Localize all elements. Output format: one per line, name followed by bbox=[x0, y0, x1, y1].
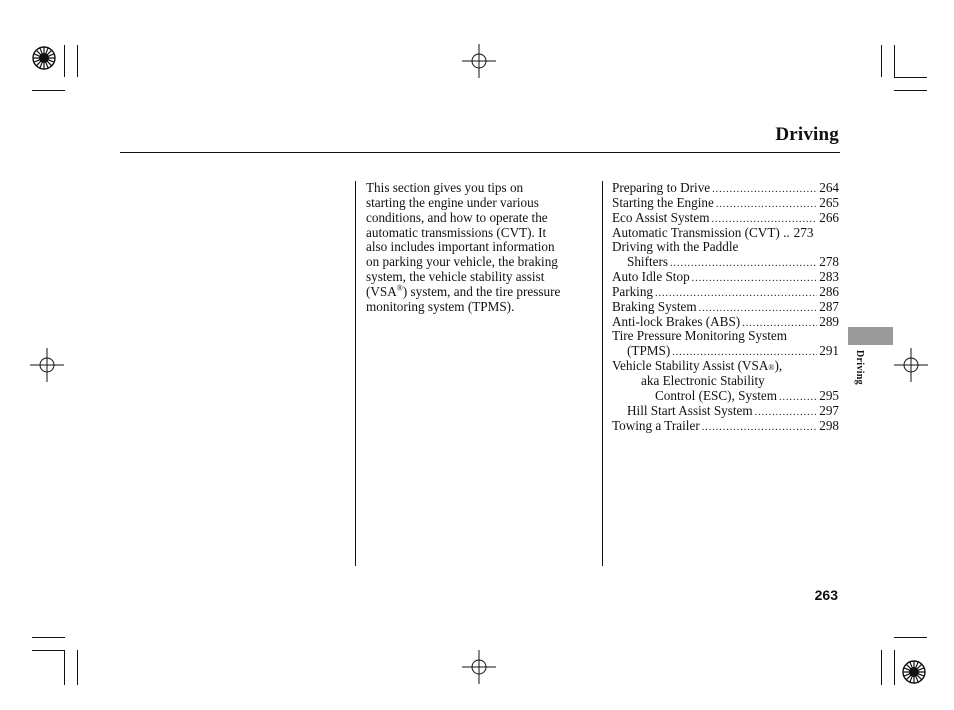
registration-crosshair-icon bbox=[462, 44, 496, 78]
registration-crosshair-icon bbox=[894, 348, 928, 382]
crop-mark bbox=[881, 45, 882, 77]
page-number: 263 bbox=[814, 587, 838, 603]
crop-mark bbox=[77, 650, 78, 685]
toc-item[interactable]: Shifters ..... 278 bbox=[612, 255, 839, 270]
title-rule bbox=[120, 152, 840, 153]
section-side-tab bbox=[848, 327, 893, 345]
crop-mark bbox=[77, 45, 78, 77]
crop-mark bbox=[64, 45, 65, 77]
crop-mark bbox=[894, 77, 927, 78]
crop-mark bbox=[894, 90, 927, 91]
intro-paragraph: This section gives you tips on starting the engine under various conditions, and how to operate the automatic transmissions (CVT). It also includes important information on parking your vehicle, the braking system, the vehicle stability assist (VSA®) system, and the tire pressure monitoring system (TPMS). bbox=[366, 180, 561, 314]
registration-starburst-icon bbox=[901, 659, 927, 685]
crop-mark bbox=[894, 650, 895, 685]
toc-item[interactable]: Starting the Engine ..... 265 bbox=[612, 196, 839, 211]
crop-mark bbox=[881, 650, 882, 685]
crop-mark bbox=[64, 650, 65, 685]
toc-item[interactable]: Auto Idle Stop ..... 283 bbox=[612, 270, 839, 285]
section-title: Driving bbox=[775, 124, 839, 145]
registration-crosshair-icon bbox=[30, 348, 64, 382]
toc-item[interactable]: Braking System ..... 287 bbox=[612, 300, 839, 315]
crop-mark bbox=[32, 650, 65, 651]
toc-item[interactable]: Eco Assist System ..... 266 bbox=[612, 211, 839, 226]
toc-item[interactable]: Driving with the Paddle bbox=[612, 239, 739, 255]
toc-item[interactable]: Tire Pressure Monitoring System bbox=[612, 328, 787, 344]
toc-item[interactable]: Control (ESC), System ..... 295 bbox=[612, 389, 839, 404]
toc-item[interactable]: aka Electronic Stability bbox=[641, 372, 765, 388]
registration-starburst-icon bbox=[31, 45, 57, 71]
toc-item[interactable]: Parking ..... 286 bbox=[612, 285, 839, 300]
crop-mark bbox=[32, 90, 65, 91]
toc-item[interactable]: Preparing to Drive ..... 264 bbox=[612, 181, 839, 196]
registered-mark: ® bbox=[396, 283, 403, 293]
crop-mark bbox=[894, 45, 895, 77]
section-contents-list bbox=[612, 181, 839, 433]
crop-mark bbox=[32, 637, 65, 638]
toc-item[interactable]: Automatic Transmission (CVT) .. 273 bbox=[612, 224, 814, 240]
toc-item[interactable]: Vehicle Stability Assist (VSA ® ), bbox=[612, 358, 783, 374]
toc-item[interactable]: Hill Start Assist System ..... 297 bbox=[612, 404, 839, 419]
registration-crosshair-icon bbox=[462, 650, 496, 684]
toc-item[interactable]: Towing a Trailer ..... 298 bbox=[612, 419, 839, 434]
side-tab-label: Driving bbox=[854, 350, 865, 385]
column-divider bbox=[355, 181, 356, 566]
column-divider bbox=[602, 181, 603, 566]
toc-item[interactable]: Anti-lock Brakes (ABS) ..... 289 bbox=[612, 315, 839, 330]
toc-item[interactable]: (TPMS) ..... 291 bbox=[612, 344, 839, 359]
crop-mark bbox=[894, 637, 927, 638]
